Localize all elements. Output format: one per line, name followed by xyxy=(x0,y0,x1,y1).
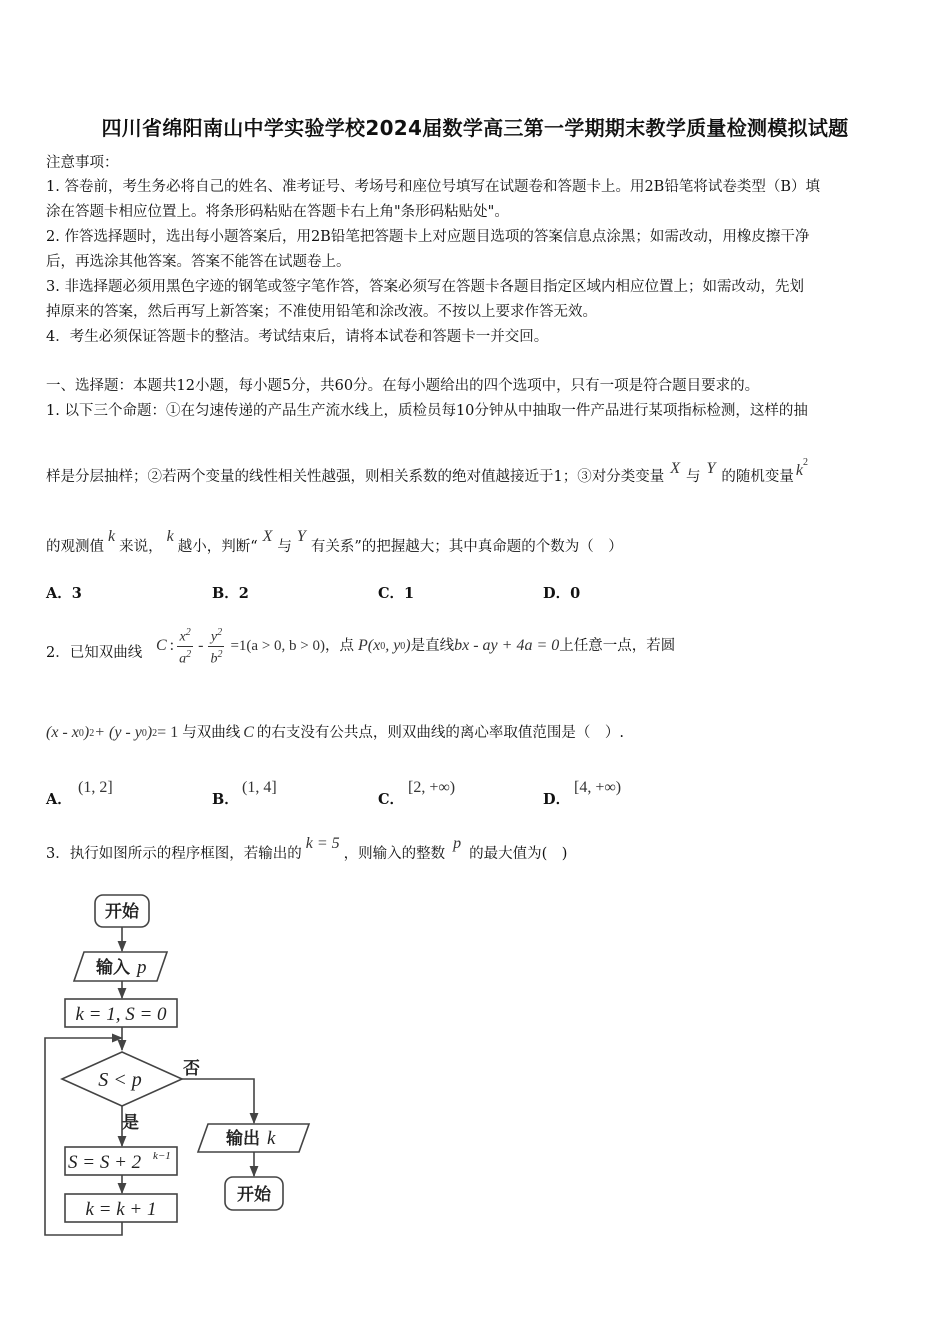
notice-line-4: 4．考生必须保证答题卡的整洁。考试结束后，请将本试卷和答题卡一并交回。 xyxy=(46,329,549,345)
q2-circle-sup2: 2 xyxy=(152,727,158,739)
q2-circle-d: ) xyxy=(146,724,153,741)
q1-line-2b: 的随机变量 xyxy=(721,468,794,485)
q2-x-sup: 2 xyxy=(185,626,191,638)
q1-option-d: D．0 xyxy=(543,585,581,602)
q2-a: a xyxy=(179,651,187,667)
q2-point: P(x xyxy=(357,637,381,654)
q2-point-end: ) xyxy=(405,637,411,654)
q1-line-1: 1. 以下三个命题：①在匀速传递的产品生产流水线上，质检员每10分钟从中抽取一件产品进行某项指标检测，这样的抽 xyxy=(46,403,808,419)
q2-point-sub0: 0 xyxy=(380,640,386,652)
q3-mid: ，则输入的整数 xyxy=(343,846,446,862)
q1-var-y: Y xyxy=(706,459,716,477)
q2-sep: ，点 xyxy=(324,638,354,654)
notice-line-3a: 3. 非选择题必须用黑色字迹的钢笔或签字笔作答，答案必须写在答题卡各题目指定区域内相应位置上；如需改动，先划 xyxy=(46,279,804,295)
q1-k-sup: 2 xyxy=(803,457,809,468)
q2-cond: =1(a > 0, b > 0) xyxy=(230,637,325,654)
flow-init-label: k = 1, S = 0 xyxy=(75,1004,167,1025)
q2-option-d-letter: D． xyxy=(543,791,571,808)
q2-mid: 与双曲线 xyxy=(182,725,241,741)
q1-line-2a: 样是分层抽样；②若两个变量的线性相关性越强，则相关系数的绝对值越接近于1；③对分类变量 xyxy=(46,468,665,485)
q1-line-3 xyxy=(46,528,623,556)
q2-c-2: C xyxy=(243,724,254,741)
q1-and: 与 xyxy=(686,468,701,485)
flow-condition-label: S < p xyxy=(98,1069,142,1091)
q2-b: b xyxy=(210,651,218,667)
flow-update-s-label: S = S + 2 xyxy=(68,1152,142,1173)
notice-heading: 注意事项： xyxy=(46,155,119,171)
q1-and-2: 与 xyxy=(277,539,292,555)
notice-line-1a: 1. 答卷前，考生务必将自己的姓名、准考证号、考场号和座位号填写在试题卷和答题卡上。用2B铅笔将试卷类型（B）填 xyxy=(46,179,820,195)
q1-option-b: B．2 xyxy=(212,585,249,602)
notice-line-3b: 掉原来的答案，然后再写上新答案；不准使用铅笔和涂改液。不按以上要求作答无效。 xyxy=(46,304,597,320)
q2-colon: : xyxy=(169,637,175,654)
q2-option-b-letter: B． xyxy=(212,791,239,808)
flow-input-var: p xyxy=(137,957,147,978)
q1-var-k: k xyxy=(795,461,804,479)
q3-prefix: 3．执行如图所示的程序框图，若输出的 xyxy=(46,846,302,862)
flow-output-var: k xyxy=(267,1128,276,1149)
q1-option-c: C．1 xyxy=(378,585,415,602)
q2-option-d-value: [4, +∞) xyxy=(574,779,622,796)
q2-x: x xyxy=(179,629,186,645)
q2-minus: - xyxy=(198,637,204,654)
q1-line-3a: 的观测值 xyxy=(46,539,104,555)
flow-arrow-no xyxy=(182,1079,254,1123)
q2-y-sup: 2 xyxy=(217,626,223,638)
q1-var-x: X xyxy=(670,459,681,477)
q2-circle-b: ) xyxy=(83,724,90,741)
q2-a-sup: 2 xyxy=(186,648,192,660)
q3-var-p: p xyxy=(453,835,462,852)
q2-c: C xyxy=(156,637,167,654)
q2-equation xyxy=(156,624,675,668)
q2-option-b-value: (1, 4] xyxy=(242,779,277,796)
q2-circle-sup: 2 xyxy=(89,727,95,739)
q2-on-line: 是直线 xyxy=(410,638,455,654)
q2-line-eq: bx - ay + 4a = 0 xyxy=(454,637,560,654)
q2-b-sup: 2 xyxy=(217,648,223,660)
q2-prefix: 2．已知双曲线 xyxy=(46,645,143,661)
q2-circle-e: = 1 xyxy=(157,724,179,741)
q2-point-sub0b: 0 xyxy=(400,640,406,652)
flow-yes-label: 是 xyxy=(122,1113,139,1132)
q1-option-a: A．3 xyxy=(46,585,82,602)
q2-option-a-letter: A． xyxy=(46,791,72,808)
q1-line-3c: 越小，判断“ xyxy=(177,539,258,555)
flow-input-label: 输入 xyxy=(96,958,130,977)
page-title: 四川省绵阳南山中学实验学校2024届数学高三第一学期期末教学质量检测模拟试题 xyxy=(101,116,849,140)
q2-option-a-value: (1, 2] xyxy=(78,779,113,796)
q2-circle-sub: 0 xyxy=(78,727,84,739)
flow-no-label: 否 xyxy=(183,1059,200,1078)
flow-start-label: 开始 xyxy=(105,902,139,921)
flow-update-k-label: k = k + 1 xyxy=(85,1199,157,1220)
q1-line-2 xyxy=(46,457,809,486)
q1-k-1: k xyxy=(108,528,116,545)
q2-y: y xyxy=(210,629,218,645)
q2-point-mid: , y xyxy=(385,637,401,654)
q3-line xyxy=(46,836,567,872)
flowchart xyxy=(0,880,340,1250)
q2-option-c-letter: C． xyxy=(378,791,405,808)
q3-k-eq: k = 5 xyxy=(305,835,340,852)
q1-k-2: k xyxy=(166,528,174,545)
q1-x-2: X xyxy=(262,528,273,545)
q2-tail-2: 的右支没有公共点，则双曲线的离心率取值范围是（ ）. xyxy=(256,725,624,741)
flow-update-s-exp: k−1 xyxy=(153,1150,171,1162)
q2-option-c-value: [2, +∞) xyxy=(408,779,456,796)
notice-line-1b: 涂在答题卡相应位置上。将条形码粘贴在答题卡右上角"条形码粘贴处"。 xyxy=(46,204,509,220)
q2-frac-y xyxy=(208,625,224,667)
q2-frac-x xyxy=(177,625,193,667)
q2-circle-a: (x - x xyxy=(46,724,79,741)
q1-line-3b: 来说， xyxy=(119,539,163,555)
section-heading: 一、选择题：本题共12小题，每小题5分，共60分。在每小题给出的四个选项中，只有一项是符合题目要求的。 xyxy=(46,378,760,394)
q1-line-3d: 有关系”的把握越大；其中真命题的个数为（ ） xyxy=(310,539,623,555)
q3-tail: 的最大值为( ) xyxy=(469,846,568,862)
q2-circle-sub2: 0 xyxy=(141,727,147,739)
q2-circle-c: + (y - y xyxy=(94,724,142,741)
notice-line-2b: 后，再选涂其他答案。答案不能答在试题卷上。 xyxy=(46,254,351,270)
flow-output-label: 输出 xyxy=(226,1129,260,1148)
q2-tail-1: 上任意一点，若圆 xyxy=(559,638,676,654)
q1-y-2: Y xyxy=(296,528,306,545)
flow-end-label: 开始 xyxy=(237,1185,271,1204)
q2-line-2 xyxy=(46,718,624,748)
notice-line-2a: 2. 作答选择题时，选出每小题答案后，用2B铅笔把答题卡上对应题目选项的答案信息点涂黑；如需改动，用橡皮擦干净 xyxy=(46,229,810,245)
